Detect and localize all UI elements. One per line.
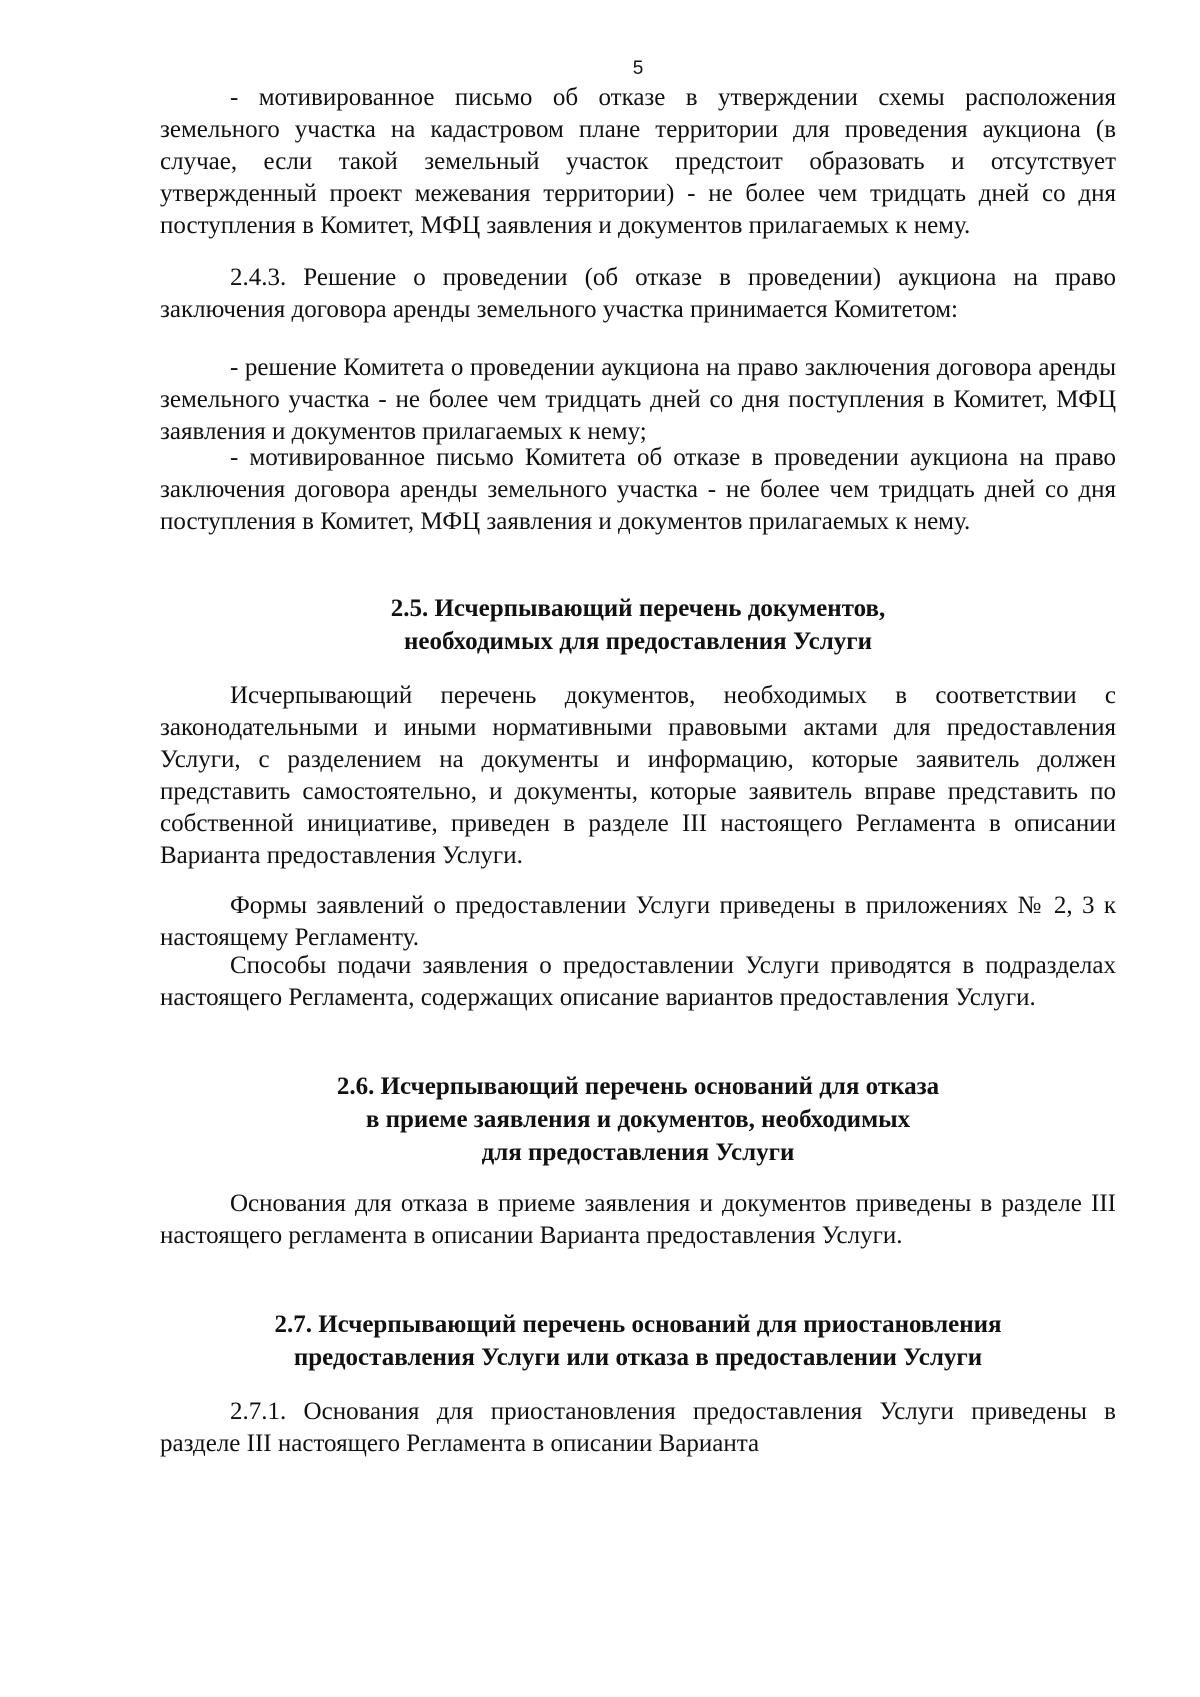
paragraph-application-forms bbox=[160, 890, 1116, 954]
heading-line: предоставления Услуги или отказа в предоставлении Услуги bbox=[293, 1344, 983, 1371]
paragraph-2-4-3 bbox=[160, 262, 1116, 326]
paragraph-text: 2.4.3. Решение о проведении (об отказе в проведении) аукциона на право заключения договора аренды земельного участка принимается Комитетом: bbox=[160, 264, 1116, 323]
heading-line: 2.5. Исчерпывающий перечень документов, bbox=[390, 595, 886, 622]
paragraph-motivated-letter-committee bbox=[160, 442, 1116, 538]
heading-line: 2.6. Исчерпывающий перечень оснований для отказа bbox=[336, 1073, 940, 1100]
paragraph-2-7-1 bbox=[160, 1396, 1116, 1460]
paragraph-text: Исчерпывающий перечень документов, необходимых в соответствии с законодательными и иными нормативными правовыми актами для предоставления Услуги, с разделением на документы и информацию, которые заявитель должен представить самостоятельно, и документы, которые заявитель вправе представить по собственной инициативе, приведен в разделе III настоящего Регламента в описании Варианта предоставления Услуги. bbox=[160, 682, 1116, 869]
paragraph-text: - мотивированное письмо Комитета об отказе в проведении аукциона на право заключения договора аренды земельного участка - не более чем тридцать дней со дня поступления в Комитет, МФЦ заявления и документов прилагаемых к нему. bbox=[160, 444, 1116, 535]
paragraph-text: 2.7.1. Основания для приостановления предоставления Услуги приведены в разделе III настоящего Регламента в описании Варианта bbox=[160, 1398, 1116, 1457]
heading-line: в приеме заявления и документов, необходимых bbox=[365, 1106, 911, 1133]
heading-line: для предоставления Услуги bbox=[481, 1139, 795, 1166]
paragraph-text: Способы подачи заявления о предоставлении Услуги приводятся в подразделах настоящего Регламента, содержащих описание вариантов предоставления Услуги. bbox=[160, 952, 1116, 1011]
page-number: 5 bbox=[632, 58, 644, 79]
paragraph-text: - решение Комитета о проведении аукциона на право заключения договора аренды земельного участка - не более чем тридцать дней со дня поступления в Комитет, МФЦ заявления и документов прилагаемых к нему; bbox=[160, 354, 1116, 445]
section-heading-2-6 bbox=[160, 1070, 1116, 1169]
paragraph-text: Основания для отказа в приеме заявления и документов приведены в разделе III настоящего регламента в описании Варианта предоставления Услуги. bbox=[160, 1190, 1116, 1249]
paragraph-committee-decision bbox=[160, 352, 1116, 448]
paragraph-documents-list bbox=[160, 680, 1116, 872]
section-heading-2-5 bbox=[160, 592, 1116, 658]
paragraph-text: Формы заявлений о предоставлении Услуги приведены в приложениях № 2, 3 к настоящему Регламенту. bbox=[160, 892, 1116, 951]
heading-line: 2.7. Исчерпывающий перечень оснований для приостановления bbox=[274, 1311, 1002, 1338]
paragraph-submission-methods bbox=[160, 950, 1116, 1014]
section-heading-2-7 bbox=[160, 1308, 1116, 1374]
paragraph-text: - мотивированное письмо об отказе в утверждении схемы расположения земельного участка на кадастровом плане территории для проведения аукциона (в случае, если такой земельный участок предстоит образовать и отсутствует утвержденный проект межевания территории) - не более чем тридцать дней со дня поступления в Комитет, МФЦ заявления и документов прилагаемых к нему. bbox=[160, 84, 1116, 239]
paragraph-refusal-grounds bbox=[160, 1188, 1116, 1252]
paragraph-motivated-letter-scheme bbox=[160, 82, 1116, 242]
heading-line: необходимых для предоставления Услуги bbox=[404, 628, 872, 655]
